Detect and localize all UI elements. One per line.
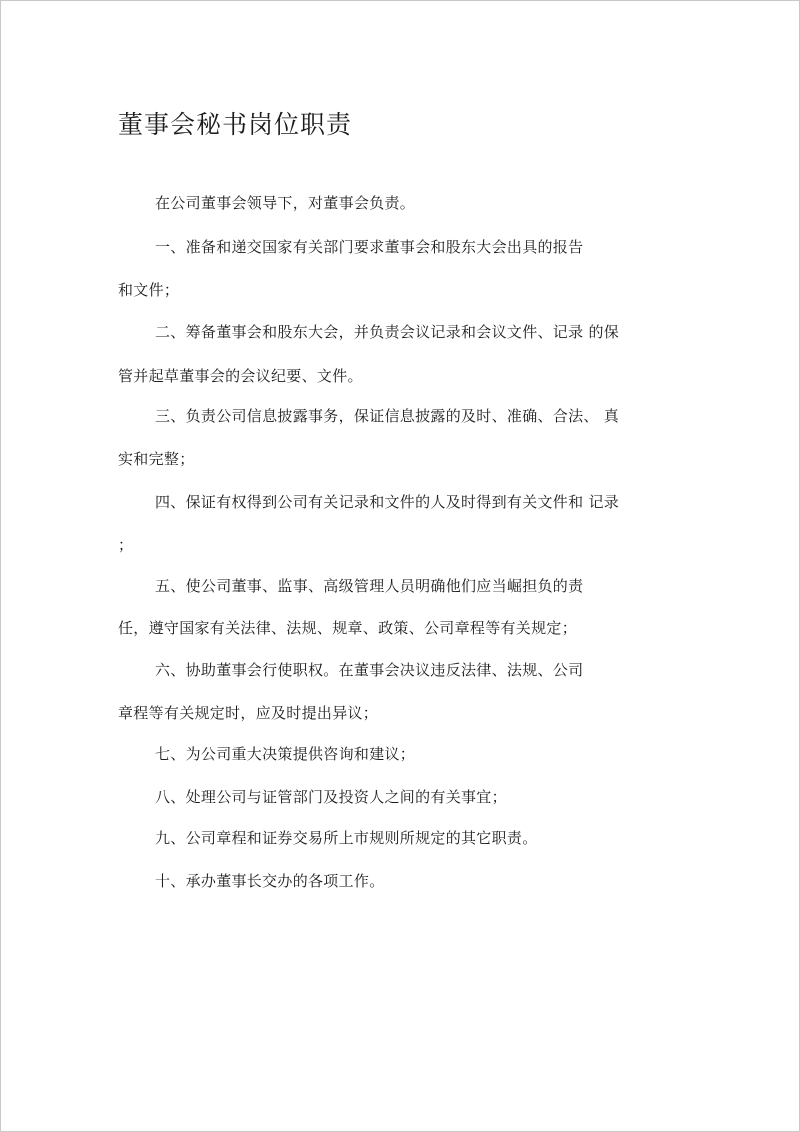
duty-6-line-2: 章程等有关规定时，应及时提出异议；	[118, 704, 379, 722]
duty-5-line-2: 任，遵守国家有关法律、法规、规章、政策、公司章程等有关规定；	[118, 619, 578, 637]
duty-10-line: 十、承办董事长交办的各项工作。	[155, 872, 385, 890]
duty-6-line-1: 六、协助董事会行使职权。在董事会决议违反法律、法规、公司	[155, 661, 584, 679]
duty-4-line-2: ；	[118, 536, 134, 554]
duty-1-line-1: 一、准备和递交国家有关部门要求董事会和股东大会出具的报告	[155, 238, 584, 256]
duty-9-line: 九、公司章程和证券交易所上市规则所规定的其它职责。	[155, 829, 538, 847]
duty-4-line-1: 四、保证有权得到公司有关记录和文件的人及时得到有关文件和 记录	[155, 493, 620, 511]
duty-7-line: 七、为公司重大决策提供咨询和建议；	[155, 745, 416, 763]
duty-2-line-1: 二、筹备董事会和股东大会，并负责会议记录和会议文件、记录 的保	[155, 323, 620, 341]
document-title: 董事会秘书岗位职责	[118, 110, 353, 139]
intro-line: 在公司董事会领导下，对董事会负责。	[155, 194, 416, 212]
duty-2-line-2: 管并起草董事会的会议纪要、文件。	[118, 367, 363, 385]
duty-8-line: 八、处理公司与证管部门及投资人之间的有关事宜；	[155, 788, 507, 806]
duty-1-line-2: 和文件；	[118, 281, 180, 299]
duty-3-line-1: 三、负责公司信息披露事务，保证信息披露的及时、准确、合法、 真	[155, 407, 620, 425]
duty-3-line-2: 实和完整；	[118, 450, 195, 468]
duty-5-line-1: 五、使公司董事、监事、高级管理人员明确他们应当崛担负的责	[155, 577, 584, 595]
